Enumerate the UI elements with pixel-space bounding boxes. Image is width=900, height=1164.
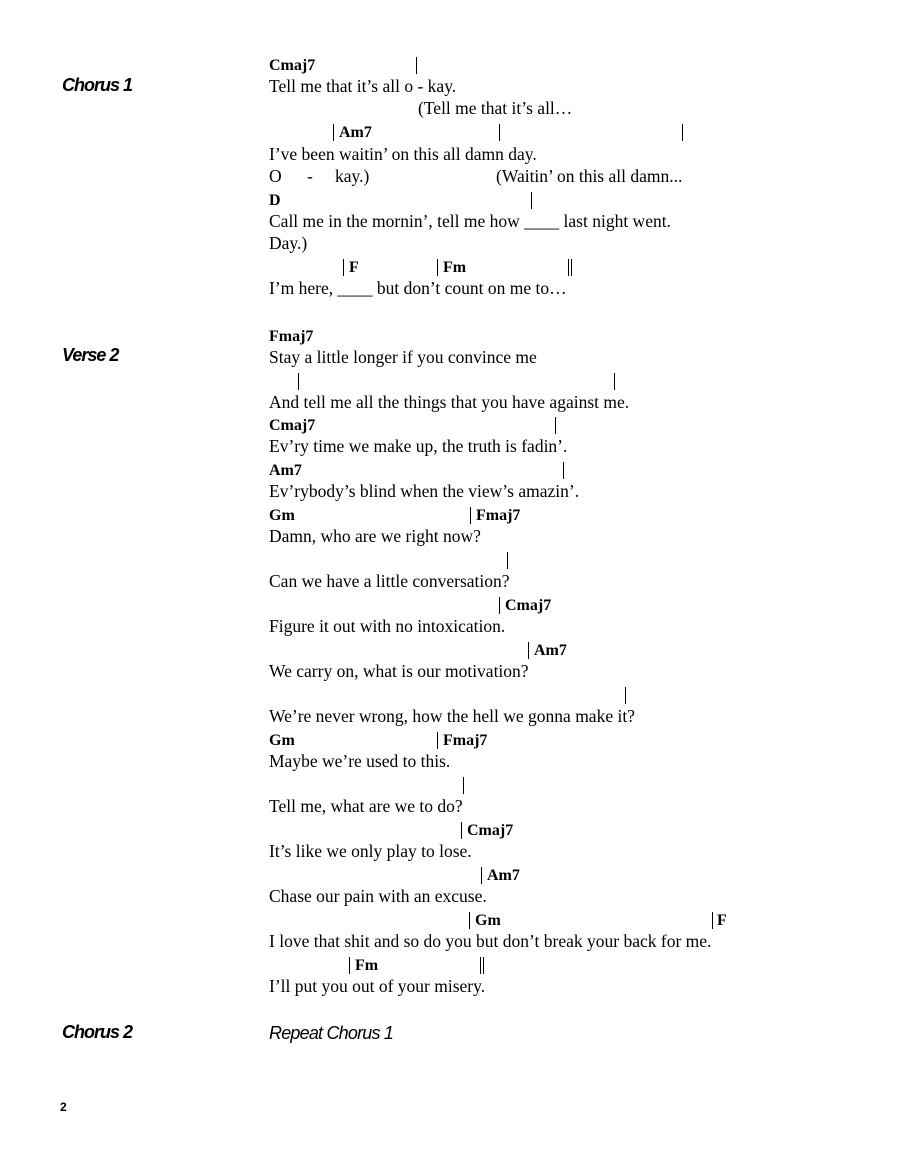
- chord-symbol: Am7: [487, 867, 520, 884]
- backing-vocal-fragment: kay.): [335, 166, 370, 186]
- backing-vocal-line: Day.): [269, 233, 308, 253]
- chord-symbol: Fmaj7: [269, 328, 314, 345]
- bar-line: [469, 912, 470, 929]
- bar-line: [499, 124, 500, 141]
- lyric-line: Damn, who are we right now?: [269, 526, 481, 546]
- bar-line: [437, 732, 438, 749]
- chord-symbol: Fm: [355, 957, 379, 974]
- lyric-line: Tell me, what are we to do?: [269, 796, 463, 816]
- bar-line: [682, 124, 683, 141]
- bar-line: [333, 124, 334, 141]
- page-number: 2: [60, 1100, 67, 1114]
- chord-symbol: D: [269, 192, 281, 209]
- bar-line: [463, 777, 464, 794]
- chord-symbol: Fm: [443, 259, 467, 276]
- section-label-chorus-1: Chorus 1: [62, 75, 133, 95]
- chord-symbol: F: [717, 912, 727, 929]
- lyric-line: I’m here, ____ but don’t count on me to…: [269, 278, 567, 298]
- bar-line: [499, 597, 500, 614]
- bar-line: [563, 462, 564, 479]
- chord-symbol: Cmaj7: [467, 822, 514, 839]
- lyric-line: Chase our pain with an excuse.: [269, 886, 487, 906]
- backing-vocal-line: (Waitin’ on this all damn...: [496, 166, 683, 186]
- lyric-line: Figure it out with no intoxication.: [269, 616, 506, 636]
- chord-symbol: Am7: [339, 124, 372, 141]
- lyric-line: We carry on, what is our motivation?: [269, 661, 529, 681]
- chord-symbol: F: [349, 259, 359, 276]
- lyric-line: Stay a little longer if you convince me: [269, 347, 537, 367]
- backing-vocal-fragment: O: [269, 166, 282, 186]
- double-bar-line: [480, 957, 484, 974]
- lyric-line: I’ve been waitin’ on this all damn day.: [269, 144, 537, 164]
- chord-symbol: Am7: [269, 462, 302, 479]
- lyric-line: Can we have a little conversation?: [269, 571, 510, 591]
- lyric-line: Tell me that it’s all o - kay.: [269, 76, 457, 96]
- chord-symbol: Gm: [475, 912, 501, 929]
- section-label-verse-2: Verse 2: [62, 345, 119, 365]
- lyric-line: We’re never wrong, how the hell we gonna make it?: [269, 706, 635, 726]
- bar-line: [507, 552, 508, 569]
- backing-vocal-fragment: -: [307, 166, 313, 186]
- repeat-instruction: Repeat Chorus 1: [269, 1023, 394, 1043]
- chord-symbol: Gm: [269, 732, 295, 749]
- chord-symbol: Cmaj7: [269, 417, 316, 434]
- lyric-line: I love that shit and so do you but don’t break your back for me.: [269, 931, 712, 951]
- bar-line: [349, 957, 350, 974]
- lyric-line: Ev’rybody’s blind when the view’s amazin’.: [269, 481, 580, 501]
- bar-line: [481, 867, 482, 884]
- bar-line: [461, 822, 462, 839]
- bar-line: [712, 912, 713, 929]
- lyric-line: I’ll put you out of your misery.: [269, 976, 486, 996]
- lyric-line: And tell me all the things that you have against me.: [269, 392, 630, 412]
- lyric-line: Maybe we’re used to this.: [269, 751, 451, 771]
- chord-symbol: Gm: [269, 507, 295, 524]
- chord-symbol: Fmaj7: [476, 507, 521, 524]
- bar-line: [343, 259, 344, 276]
- bar-line: [416, 57, 417, 74]
- chord-symbol: Fmaj7: [443, 732, 488, 749]
- bar-line: [614, 373, 615, 390]
- backing-vocal-line: (Tell me that it’s all…: [418, 98, 573, 118]
- lyric-line: It’s like we only play to lose.: [269, 841, 472, 861]
- chord-symbol: Cmaj7: [269, 57, 316, 74]
- bar-line: [437, 259, 438, 276]
- bar-line: [298, 373, 299, 390]
- chord-symbol: Cmaj7: [505, 597, 552, 614]
- lyric-line: Ev’ry time we make up, the truth is fadin’.: [269, 436, 568, 456]
- bar-line: [531, 192, 532, 209]
- double-bar-line: [568, 259, 572, 276]
- section-label-chorus-2: Chorus 2: [62, 1022, 133, 1042]
- lyric-line: Call me in the mornin’, tell me how ____ last night went.: [269, 211, 671, 231]
- bar-line: [555, 417, 556, 434]
- bar-line: [625, 687, 626, 704]
- bar-line: [470, 507, 471, 524]
- chord-symbol: Am7: [534, 642, 567, 659]
- bar-line: [528, 642, 529, 659]
